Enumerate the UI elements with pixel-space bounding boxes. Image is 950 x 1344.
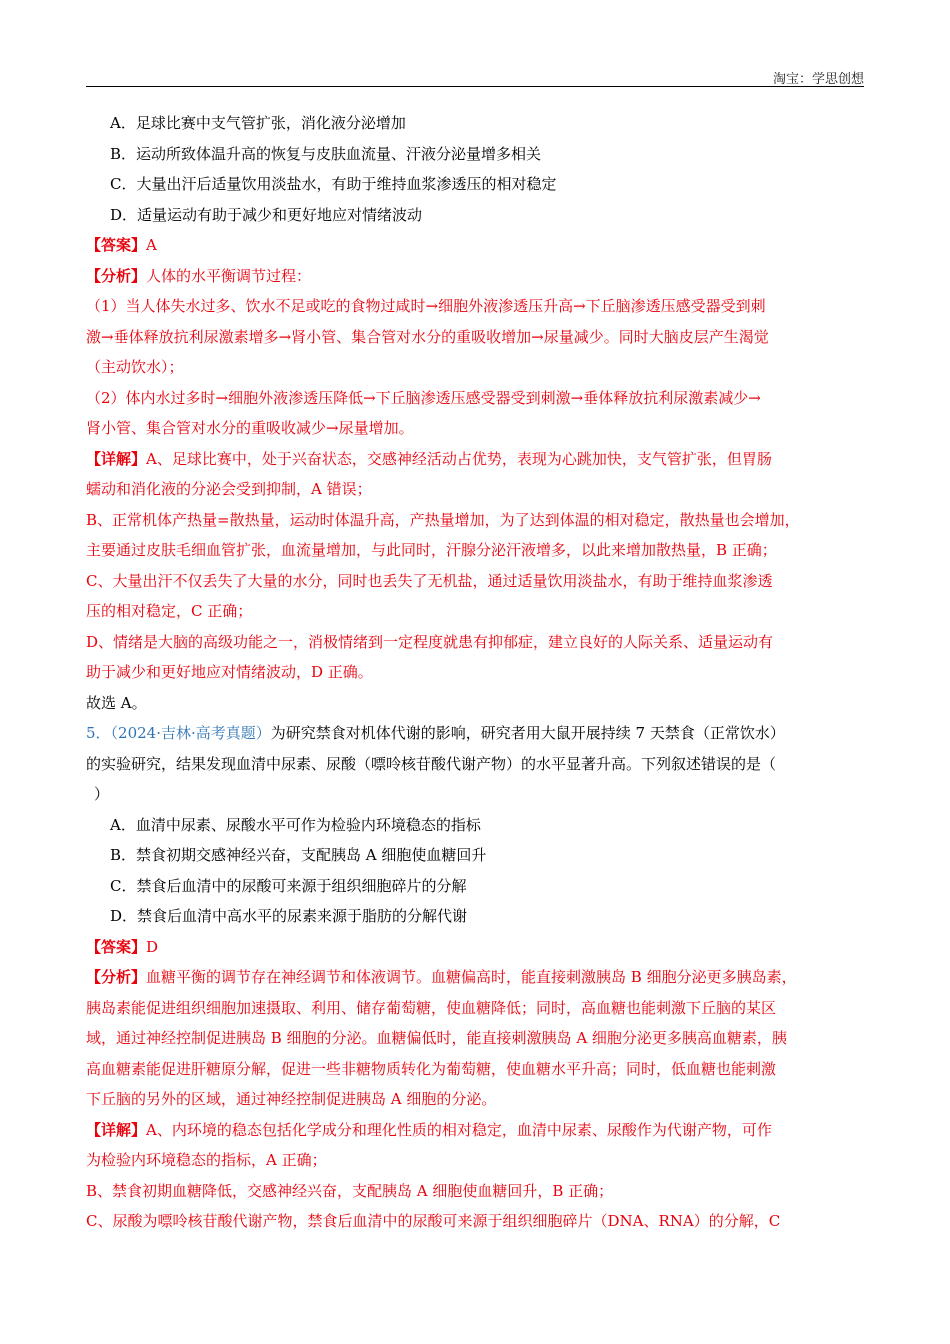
q5-number: 5． <box>86 724 111 742</box>
q4-analysis-line: （主动饮水）； <box>86 358 184 376</box>
q5-detail-line <box>86 1115 876 1146</box>
q4-analysis-line <box>86 261 876 292</box>
q5-analysis-line: 胰岛素能促进组织细胞加速摄取、利用、储存葡萄糖，使血糖降低；同时，高血糖也能刺激下丘脑的某区 <box>86 998 777 1017</box>
q5-option-b: B．禁食初期交感神经兴奋，支配胰岛 A 细胞使血糖回升 <box>110 846 487 864</box>
q4-answer <box>86 230 876 261</box>
q5-stem-line: ） <box>94 785 110 803</box>
q5-analysis-line: 下丘脑的另外的区域，通过神经控制促进胰岛 A 细胞的分泌。 <box>86 1090 497 1108</box>
q4-answer-label: 【答案】 <box>86 236 147 254</box>
q5-detail-line: B、禁食初期血糖降低，交感神经兴奋，支配胰岛 A 细胞使血糖回升，B 正确； <box>86 1181 614 1200</box>
q5-detail-line: C、尿酸为嘌呤核苷酸代谢产物，禁食后血清中的尿酸可来源于组织细胞碎片（DNA、RNA）的分解，C <box>86 1212 781 1230</box>
q4-detail-line <box>86 444 876 475</box>
q5-detail-label: 【详解】 <box>86 1120 147 1139</box>
q4-option-c: C．大量出汗后适量饮用淡盐水，有助于维持血浆渗透压的相对稳定 <box>110 175 557 193</box>
q4-detail-text: A、足球比赛中，处于兴奋状态，交感神经活动占优势，表现为心跳加快，支气管扩张，但胃肠 <box>146 449 772 468</box>
q5-answer-value: D <box>146 937 159 956</box>
q4-analysis-line: （1）当人体失水过多、饮水不足或吃的食物过咸时→细胞外液渗透压升高→下丘脑渗透压感受器受到刺 <box>86 297 766 315</box>
q4-analysis-text: 人体的水平衡调节过程： <box>146 266 312 285</box>
q4-detail-line: 压的相对稳定，C 正确； <box>86 602 253 620</box>
q5-analysis-label: 【分析】 <box>86 968 147 986</box>
q5-analysis-line: 域，通过神经控制促进胰岛 B 细胞的分泌。血糖偏低时，能直接刺激胰岛 A 细胞分泌更多胰高血糖素，胰 <box>86 1029 787 1047</box>
q5-answer <box>86 932 876 963</box>
q5-analysis-line: 高血糖素能促进肝糖原分解，促进一些非糖物质转化为葡萄糖，使血糖水平升高；同时，低血糖也能刺激 <box>86 1059 777 1078</box>
q5-detail-line: 为检验内环境稳态的指标，A 正确； <box>86 1151 327 1169</box>
q5-analysis-line <box>86 962 876 993</box>
q4-detail-line: C、大量出汗不仅丢失了大量的水分，同时也丢失了无机盐，通过适量饮用淡盐水，有助于维持血浆渗透 <box>86 571 773 590</box>
header-divider <box>86 86 864 87</box>
q4-conclusion: 故选 A。 <box>86 693 147 712</box>
header-shop-text: 淘宝：学思创想 <box>772 72 864 87</box>
q5-option-d: D．禁食后血清中高水平的尿素来源于脂肪的分解代谢 <box>110 907 468 925</box>
q5-source: （2024·吉林·高考真题） <box>110 724 271 742</box>
q5-stem-text: 为研究禁食对机体代谢的影响，研究者用大鼠开展持续 7 天禁食（正常饮水） <box>270 724 785 742</box>
q5-stem <box>86 718 876 749</box>
q4-detail-line: 蠕动和消化液的分泌会受到抑制，A 错误； <box>86 480 372 498</box>
q4-option-a: A．足球比赛中支气管扩张，消化液分泌增加 <box>110 114 406 132</box>
q4-option-d: D．适量运动有助于减少和更好地应对情绪波动 <box>110 205 423 224</box>
q4-detail-line: B、正常机体产热量=散热量，运动时体温升高，产热量增加，为了达到体温的相对稳定，散热量也会增加， <box>86 510 800 529</box>
q4-option-b: B．运动所致体温升高的恢复与皮肤血流量、汗液分泌量增多相关 <box>110 144 542 163</box>
q4-analysis-line: 肾小管、集合管对水分的重吸收减少→尿量增加。 <box>86 419 414 437</box>
q5-stem-line: 的实验研究，结果发现血清中尿素、尿酸（嘌呤核苷酸代谢产物）的水平显著升高。下列叙述错误的是（ <box>86 754 777 773</box>
q4-analysis-label: 【分析】 <box>86 266 147 285</box>
q5-option-a: A．血清中尿素、尿酸水平可作为检验内环境稳态的指标 <box>110 815 481 834</box>
q5-analysis-text: 血糖平衡的调节存在神经调节和体液调节。血糖偏高时，能直接刺激胰岛 B 细胞分泌更多胰岛素， <box>146 968 797 986</box>
q4-detail-line: 助于减少和更好地应对情绪波动，D 正确。 <box>86 663 373 681</box>
q4-detail-line: D、情绪是大脑的高级功能之一，消极情绪到一定程度就患有抑郁症，建立良好的人际关系、适量运动有 <box>86 632 774 651</box>
q4-detail-line: 主要通过皮肤毛细血管扩张，血流量增加，与此同时，汗腺分泌汗液增多，以此来增加散热量，B 正确； <box>86 541 777 559</box>
q5-detail-text: A、内环境的稳态包括化学成分和理化性质的相对稳定，血清中尿素、尿酸作为代谢产物，可作 <box>146 1120 772 1139</box>
document-body <box>86 108 876 1237</box>
q4-analysis-line: （2）体内水过多时→细胞外液渗透压降低→下丘脑渗透压感受器受到刺激→垂体释放抗利尿激素减少→ <box>86 388 761 407</box>
q4-detail-label: 【详解】 <box>86 449 147 468</box>
q5-option-c: C．禁食后血清中的尿酸可来源于组织细胞碎片的分解 <box>110 876 467 895</box>
q4-analysis-line: 激→垂体释放抗利尿激素增多→肾小管、集合管对水分的重吸收增加→尿量减少。同时大脑皮层产生渴觉 <box>86 327 769 346</box>
q5-answer-label: 【答案】 <box>86 937 147 956</box>
q4-answer-value: A <box>146 236 157 254</box>
